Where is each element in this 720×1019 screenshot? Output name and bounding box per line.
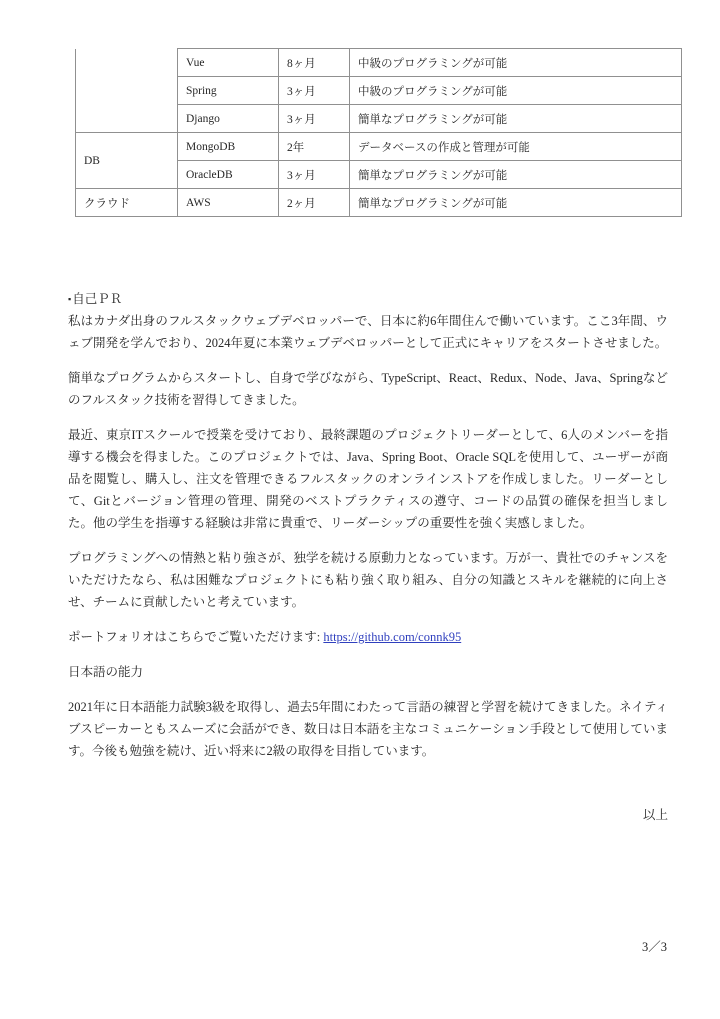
skill-category-cell <box>76 49 178 133</box>
self-pr-heading-label: 自己ＰＲ <box>72 292 123 306</box>
page-number: 3／3 <box>641 940 667 954</box>
table-row <box>76 189 682 217</box>
skill-duration-cell: 8ヶ月 <box>279 49 350 77</box>
skill-name-cell: OracleDB <box>178 161 279 189</box>
skill-duration-cell: 3ヶ月 <box>279 77 350 105</box>
self-pr-section <box>68 288 668 762</box>
skill-name-cell: AWS <box>178 189 279 217</box>
self-pr-heading <box>68 288 668 310</box>
skill-category-cell: クラウド <box>76 189 178 217</box>
pr-paragraph-4: プログラミングへの情熱と粘り強さが、独学を続ける原動力となっています。万が一、貴社でのチャンスをいただけたなら、私は困難なプロジェクトにも粘り強く取り組み、自分の知識とスキルを継続的に向上させ、チームに貢献したいと考えています。 <box>68 551 668 609</box>
pr-paragraph-2: 簡単なプログラムからスタートし、自身で学びながら、TypeScript、React、Redux、Node、Java、Springなどのフルスタック技術を習得してきました。 <box>68 371 668 407</box>
skill-name-cell: Spring <box>178 77 279 105</box>
closing-ijou: 以上 <box>642 808 668 822</box>
skill-name-cell: Vue <box>178 49 279 77</box>
portfolio-label: ポートフォリオはこちらでご覧いただけます: <box>68 630 324 644</box>
portfolio-line <box>68 626 668 648</box>
skill-name-cell: Django <box>178 105 279 133</box>
skill-duration-cell: 2年 <box>279 133 350 161</box>
pr-paragraph-3: 最近、東京ITスクールで授業を受けており、最終課題のプロジェクトリーダーとして、6人のメンバーを指導する機会を得ました。このプロジェクトでは、Java、Spring Boot、Oracle SQLを使用して、ユーザーが商品を閲覧し、購入し、注文を管理できるフルスタックのオンラインストアを作成しました。リーダーとして、Gitとバージョン管理の管理、開発のベストプラクティスの遵守、コードの品質の確保を担当しました。他の学生を指導する経験は非常に貴重で、リーダーシップの重要性を強く実感しました。 <box>68 428 668 530</box>
table-row <box>76 49 682 77</box>
japanese-ability-paragraph: 2021年に日本語能力試験3級を取得し、過去5年間にわたって言語の練習と学習を続けてきました。ネイティブスピーカーともスムーズに会話ができ、数日は日本語を主なコミュニケーション手段として使用しています。今後も勉強を続け、近い将来に2級の取得を目指しています。 <box>68 700 668 758</box>
skill-level-cell: 簡単なプログラミングが可能 <box>350 189 682 217</box>
table-row <box>76 133 682 161</box>
japanese-ability-heading: 日本語の能力 <box>68 665 144 679</box>
skill-level-cell: 中級のプログラミングが可能 <box>350 77 682 105</box>
skills-table <box>75 48 682 217</box>
portfolio-github-link[interactable]: https://github.com/connk95 <box>323 630 462 644</box>
skill-category-cell: DB <box>76 133 178 189</box>
skill-level-cell: データベースの作成と管理が可能 <box>350 133 682 161</box>
skill-duration-cell: 2ヶ月 <box>279 189 350 217</box>
skill-level-cell: 中級のプログラミングが可能 <box>350 49 682 77</box>
skill-level-cell: 簡単なプログラミングが可能 <box>350 105 682 133</box>
skill-level-cell: 簡単なプログラミングが可能 <box>350 161 682 189</box>
square-bullet-icon: ▪ <box>68 294 72 304</box>
skill-duration-cell: 3ヶ月 <box>279 105 350 133</box>
pr-paragraph-1: 私はカナダ出身のフルスタックウェブデベロッパーで、日本に約6年間住んで働いています。ここ3年間、ウェブ開発を学んでおり、2024年夏に本業ウェブデベロッパーとして正式にキャリアをスタートさせました。 <box>68 314 668 350</box>
skill-name-cell: MongoDB <box>178 133 279 161</box>
skill-duration-cell: 3ヶ月 <box>279 161 350 189</box>
